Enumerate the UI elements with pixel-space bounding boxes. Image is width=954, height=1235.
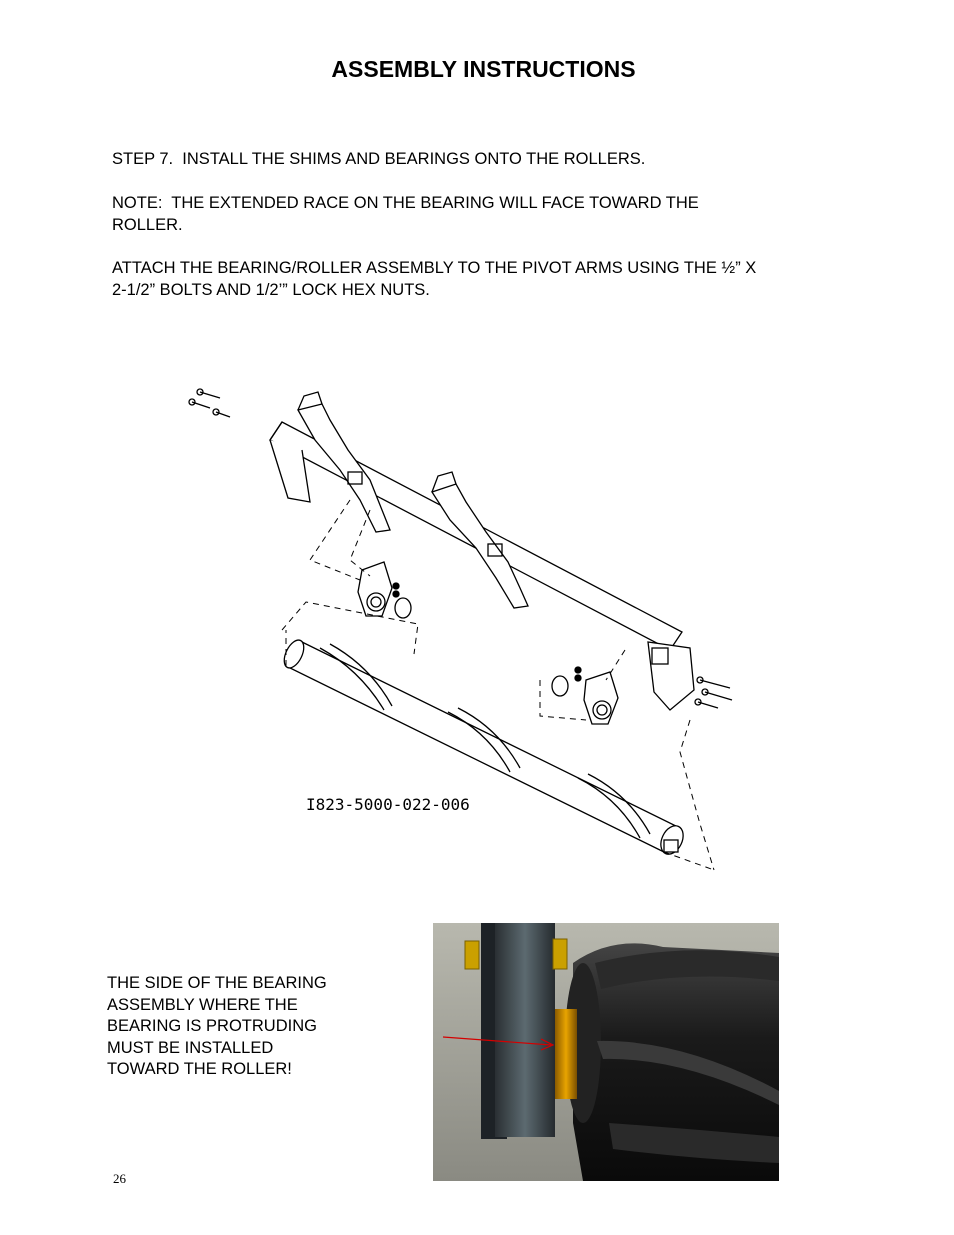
attach-instruction: ATTACH THE BEARING/ROLLER ASSEMBLY TO THE PIVOT ARMS USING THE ½” X 2-1/2” BOLTS AND 1/2’” LOCK HEX NUTS. [112,259,757,299]
page-title: ASSEMBLY INSTRUCTIONS [331,56,636,82]
bearing-plate-left [358,562,411,618]
left-pivot-arm [298,404,390,532]
end-plate-right [648,642,694,710]
bolts-top-left [189,389,230,417]
bearing-render-image [433,923,779,1181]
step-instruction: STEP 7. INSTALL THE SHIMS AND BEARINGS ONTO THE ROLLERS. [112,150,646,168]
diagram-part-number: I823-5000-022-006 [306,795,470,814]
bolts-right [695,677,732,708]
bearing-callout: THE SIDE OF THE BEARING ASSEMBLY WHERE THE BEARING IS PROTRUDING MUST BE INSTALLED TOWARD THE ROLLER! [107,974,327,1079]
note-paragraph: NOTE: THE EXTENDED RACE ON THE BEARING WILL FACE TOWARD THE ROLLER. [112,194,699,234]
page-number: 26 [113,1171,126,1186]
roller [280,637,687,858]
bearing-plate-right [552,667,618,724]
exploded-assembly-diagram [170,380,750,880]
